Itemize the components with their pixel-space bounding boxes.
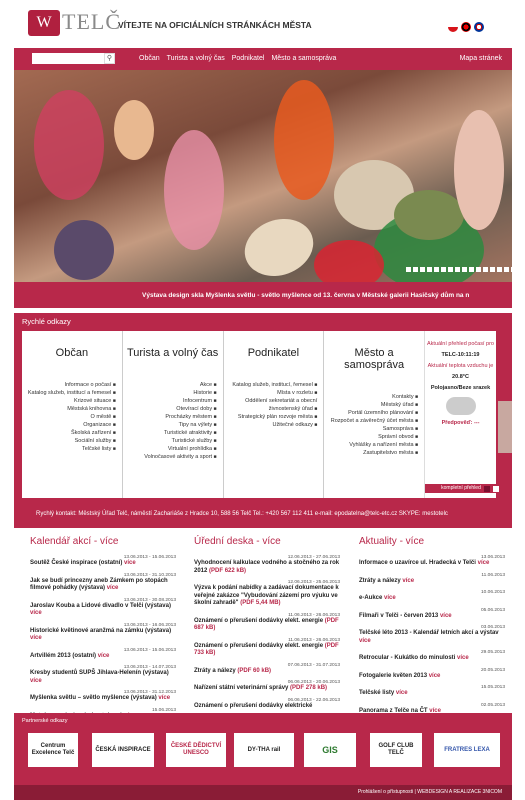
news-section [14,528,512,713]
list-item[interactable]: 13.06.2013 - 15.06.2013 Soutěž České inspirace (ostatní) více [30,555,176,566]
sitemap-link[interactable]: Mapa stránek [459,55,502,62]
quick-link[interactable]: Sociální služby ■ [22,437,116,445]
list-item[interactable]: 03.06.2013 Telčské léto 2013 - Kalendář letních akcí a výstav více [359,625,505,644]
header [14,0,512,48]
quick-col-obcan [22,331,123,498]
list-item[interactable]: 10.06.2013 e-Aukce více [359,590,505,601]
nav-item-turista[interactable]: Turista a volný čas [166,55,225,62]
german-flag-icon[interactable] [461,22,471,32]
quick-link[interactable]: Otevírací doby ■ [123,405,217,413]
quick-link[interactable]: Akce ■ [123,381,217,389]
news-ticker[interactable]: Výstava design skla Myšlenka světlu - světlo myšlence od 13. června v Městské galerii Hasičský dům na n [14,282,512,308]
quick-link[interactable]: Turistické atraktivity ■ [123,429,217,437]
quick-col-turista [123,331,224,498]
quick-col-title[interactable]: Město a samospráva [344,347,405,371]
board-column [194,536,340,715]
list-item[interactable]: 12.06.2013 - 25.06.2013 Výzva k podání nabídky a zadávací dokumentace k veřejné zakázce "Vybudování zázemí pro výuku ve školní zahradě" (PDF 5,44 MB) [194,580,340,606]
quick-link[interactable]: Krizové situace ■ [22,397,116,405]
quick-link[interactable]: Užitečné odkazy ■ [224,421,318,429]
quick-columns [22,331,424,498]
partner-logo[interactable]: DY-THA rail [234,733,294,767]
partner-logo[interactable]: GIS [304,733,356,767]
logo-text[interactable]: TELČ [62,9,121,34]
weather-forecast: Předpověď: --- [441,420,480,426]
calendar-column [30,536,176,725]
language-switcher [448,22,484,32]
list-item[interactable]: 13.06.2013 Informace o uzavírce ul. Hradecká v Telči více [359,555,505,566]
main-nav [14,48,512,70]
weather-full-link[interactable]: kompletní přehled [425,484,497,493]
list-item[interactable]: 11.06.2013 - 26.06.2013 Oznámení o přerušení dodávky elekt. energie (PDF 687 kB) [194,612,340,631]
quick-col-podnikatel [224,331,325,498]
partner-logo[interactable]: ČESKÁ INSPIRACE [92,733,154,767]
quick-link[interactable]: Katalog služeb, institucí, řemesel ■ [224,381,318,389]
quick-link[interactable]: Infocentrum ■ [123,397,217,405]
quick-link[interactable]: Zastupitelstvo města ■ [324,449,418,457]
quick-col-title[interactable]: Turista a volný čas [126,347,219,359]
nav-item-mesto[interactable]: Město a samospráva [271,55,337,62]
list-item[interactable]: 13.06.2013 - 30.08.2013 Jaroslav Kouba a Lidové divadlo v Telči (výstava) více [30,597,176,616]
weather-label: Aktuální přehled počasí pro [427,341,494,347]
list-item[interactable]: 07.06.2013 - 31.07.2013 Ztráty a nálezy (PDF 60 kB) [194,662,340,674]
calendar-title[interactable]: Kalendář akcí - více [30,536,119,547]
slider-dots[interactable] [406,267,512,272]
quick-links-title: Rychlé odkazy [22,317,71,326]
quick-link[interactable]: Tipy na výlety ■ [123,421,217,429]
news-title[interactable]: Aktuality - více [359,536,425,547]
list-item[interactable]: 11.06.2013 - 26.06.2013 Oznámení o přerušení dodávky elekt. energie (PDF 733 kB) [194,637,340,656]
quick-link[interactable]: Vyhlášky a nařízení města ■ [324,441,418,449]
quick-link[interactable]: Virtuální prohlídka ■ [123,445,217,453]
hero-photo [14,70,512,282]
footer[interactable]: Prohlášení o přístupnosti | WEBDESIGN A REALIZACE 3NICOM [14,785,512,800]
list-item[interactable]: 13.06.2013 - 16.06.2013 Historické květinové aranžmá na zámku (výstava) více [30,622,176,641]
quick-link[interactable]: Městská knihovna ■ [22,405,116,413]
quick-link[interactable]: Katalog služeb, institucí a řemesel ■ [22,389,116,397]
list-item[interactable]: 13.06.2013 - 31.12.2013 Myšlenka světlu – světlo myšlence (výstava) více [30,690,176,701]
quick-link[interactable]: Volnočasové aktivity a sport ■ [123,453,217,461]
list-item[interactable]: 02.05.2013 Panorama z Telče na ČT více [359,702,505,714]
quick-link[interactable]: Místa v rozletu ■ [224,389,318,397]
weather-station: TELC-10:11:19 [441,352,480,358]
english-flag-icon[interactable] [474,22,484,32]
search-input[interactable] [32,53,104,64]
nav-item-podnikatel[interactable]: Podnikatel [231,55,265,62]
quick-links [14,313,512,528]
quick-link[interactable]: Školská zařízení ■ [22,429,116,437]
list-item[interactable]: 15.05.2013 Telčské listy více [359,685,505,696]
prev-arrow-icon[interactable] [484,486,490,492]
czech-flag-icon[interactable] [448,22,458,32]
quick-link[interactable]: Městský úřad ■ [324,401,418,409]
partners-title: Partnerské odkazy [22,718,68,724]
quick-link[interactable]: Rozpočet a závěrečný účet města ■ [324,417,418,425]
quick-col-mesto [324,331,424,498]
weather-temp: 20.8°C [452,374,469,380]
weather-temp-label: Aktuální teplota vzduchu je [427,363,494,369]
quick-link[interactable]: Organizace ■ [22,421,116,429]
list-item[interactable]: 13.06.2013 - 15.06.2013 Artvillém 2013 (ostatní) více [30,647,176,659]
quick-contact: Rychlý kontakt: Městský Úřad Telč, náměstí Zachariáše z Hradce 10, 588 56 Telč Tel.: +420 567 112 411 e-mail: epodatelna@telc-etc.cz SKYPE: mestotelc [36,511,448,517]
nav-menu [139,55,336,62]
list-item[interactable]: 13.06.2013 - 31.10.2013 Jak se budí princezny aneb Zámkem po stopách filmové pohádky (výstava) více [30,572,176,591]
weather-condition: Polojasno/Beze srazek [430,385,491,391]
page [14,0,512,800]
partner-logo[interactable]: GOLF CLUB TELČ [370,733,422,767]
side-thumbnail[interactable] [498,401,512,453]
weather-widget [424,331,496,498]
quick-link[interactable]: Kontakty ■ [324,393,418,401]
list-item[interactable]: 13.06.2013 - 14.07.2013 Kresby studentů SUPŠ Jihlava-Helenín (výstava) více [30,665,176,684]
board-title[interactable]: Úřední deska - více [194,536,281,547]
list-item[interactable]: 05.06.2013 Filmaři v Telči - červen 2013 více [359,607,505,619]
list-item[interactable]: 15.06.2013 [151,707,176,713]
crest-logo[interactable]: W [28,10,60,36]
quick-link[interactable]: Historie ■ [123,389,217,397]
nav-item-obcan[interactable]: Občan [139,55,160,62]
quick-link[interactable]: O městě ■ [22,413,116,421]
partly-cloudy-icon [446,397,476,415]
list-item[interactable]: 11.06.2013 Ztráty a nálezy více [359,572,505,584]
partner-logo[interactable]: FRATRES LEXA [434,733,500,767]
quick-link[interactable]: Informace o počasí ■ [22,381,116,389]
quick-col-title[interactable]: Občan [55,347,89,359]
partner-logo[interactable]: Centrum Excelence Telč [28,733,78,767]
quick-link[interactable]: Turistické služby ■ [123,437,217,445]
quick-link[interactable]: Portál územního plánování ■ [324,409,418,417]
quick-link[interactable]: Oddělení sekretariát a obecní živnostenský úřad ■ [224,397,318,413]
list-item[interactable]: 06.06.2013 - 20.06.2013 Nařízení státní veterinární správy (PDF 278 kB) [194,680,340,691]
partner-logo[interactable]: ČESKÉ DĚDICTVÍ UNESCO [166,733,226,767]
quick-link[interactable]: Samospráva ■ [324,425,418,433]
welcome-text: VÍTEJTE NA OFICIÁLNÍCH STRÁNKÁCH MĚSTA [118,20,312,30]
list-item[interactable]: 06.06.2013 - 22.06.2013 Oznámení o přerušení dodávky elektrické [194,697,340,709]
quick-link[interactable]: Telčské listy ■ [22,445,116,453]
partners-section [14,713,512,785]
quick-link[interactable]: Strategický plán rozvoje města ■ [224,413,318,421]
list-item[interactable]: 20.05.2013 Fotogalerie květen 2013 více [359,667,505,679]
list-item[interactable]: 29.05.2013 Retrocular - Kukátko do minulosti více [359,650,505,661]
next-arrow-icon[interactable] [493,486,499,492]
quick-link[interactable]: Správní obvod ■ [324,433,418,441]
quick-col-title[interactable]: Podnikatel [247,347,300,359]
quick-link[interactable]: Procházky městem ■ [123,413,217,421]
list-item[interactable]: 12.06.2013 - 27.06.2013 Vyhodnocení kalkulace vodného a stočného za rok 2012 (PDF 622 kB) [194,555,340,574]
search-button[interactable]: ⚲ [104,53,115,64]
news-column [359,536,505,720]
